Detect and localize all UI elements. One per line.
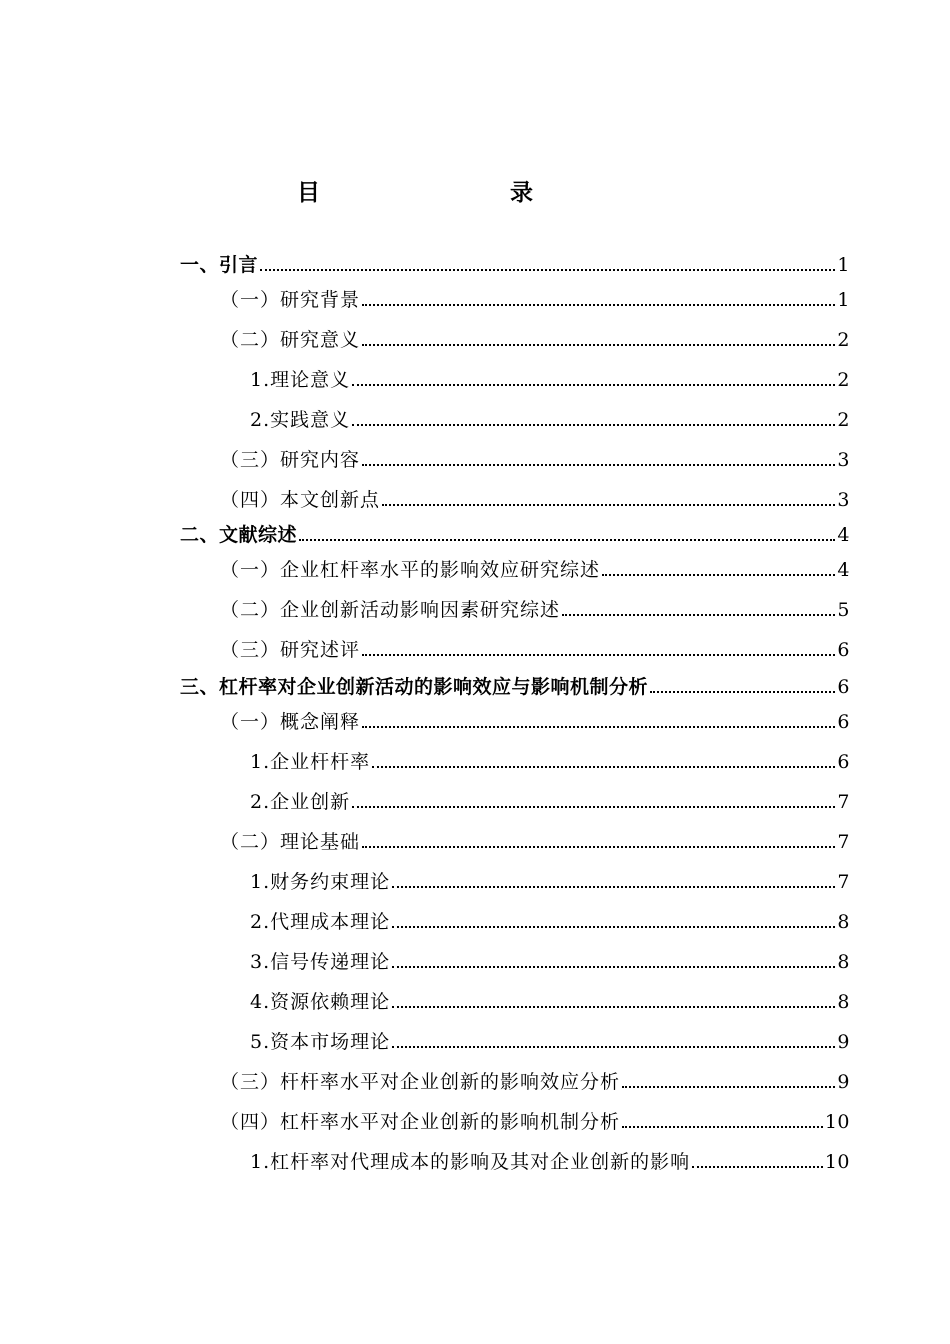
toc-entry-page: 7: [837, 871, 850, 893]
toc-entry[interactable]: [250, 867, 850, 893]
toc-leader-dots: [602, 574, 835, 576]
toc-entry-text: （三）杆杆率水平对企业创新的影响效应分析: [220, 1071, 621, 1093]
toc-leader-dots: [692, 1166, 823, 1168]
toc-entry-text: （三）研究述评: [220, 639, 361, 661]
toc-entry-page: 8: [837, 991, 850, 1013]
toc-entry-page: 6: [837, 639, 850, 661]
toc-entry-text: （四）杠杆率水平对企业创新的影响机制分析: [220, 1111, 621, 1133]
toc-entry-page: 1: [837, 254, 850, 276]
toc-entry[interactable]: [180, 672, 850, 698]
toc-entry[interactable]: [220, 555, 850, 581]
toc-entry[interactable]: [250, 947, 850, 973]
toc-entry-page: 1: [837, 289, 850, 311]
toc-entry[interactable]: [250, 365, 850, 391]
toc-entry-page: 6: [837, 751, 850, 773]
toc-entry-page: 7: [837, 831, 850, 853]
toc-entry-page: 6: [837, 711, 850, 733]
toc-entry[interactable]: [220, 635, 850, 661]
toc-entry[interactable]: [220, 1067, 850, 1093]
toc-entry-page: 4: [837, 559, 850, 581]
toc-leader-dots: [372, 766, 835, 768]
toc-entry-text: 1.财务约束理论: [250, 871, 391, 893]
toc-leader-dots: [622, 1126, 823, 1128]
toc-entry-page: 2: [837, 409, 850, 431]
toc-entry-text: 2.代理成本理论: [250, 911, 391, 933]
toc-entry-page: 8: [837, 911, 850, 933]
toc-entry[interactable]: [220, 707, 850, 733]
toc-entry-page: 8: [837, 951, 850, 973]
toc-entry-text: 三、杠杆率对企业创新活动的影响效应与影响机制分析: [180, 676, 649, 698]
toc-entry-text: 3.信号传递理论: [250, 951, 391, 973]
toc-title: 目 录: [297, 180, 581, 206]
toc-entry-text: （三）研究内容: [220, 449, 361, 471]
toc-leader-dots: [382, 504, 835, 506]
toc-entry-text: 1.理论意义: [250, 369, 351, 391]
toc-entry-text: 1.企业杆杆率: [250, 751, 371, 773]
toc-leader-dots: [650, 691, 835, 693]
toc-leader-dots: [562, 614, 835, 616]
toc-entry[interactable]: [250, 747, 850, 773]
toc-entry[interactable]: [180, 250, 850, 276]
toc-entry[interactable]: [220, 1107, 850, 1133]
toc-entry-page: 3: [837, 449, 850, 471]
toc-entry[interactable]: [250, 787, 850, 813]
toc-entry-text: 一、引言: [180, 254, 259, 276]
toc-leader-dots: [362, 726, 835, 728]
toc-leader-dots: [299, 539, 835, 541]
toc-entry[interactable]: [220, 595, 850, 621]
toc-leader-dots: [622, 1086, 835, 1088]
toc-entry-text: （一）研究背景: [220, 289, 361, 311]
toc-leader-dots: [392, 886, 835, 888]
toc-leader-dots: [362, 846, 835, 848]
toc-leader-dots: [392, 966, 835, 968]
toc-leader-dots: [392, 1046, 835, 1048]
toc-entry-page: 5: [837, 599, 850, 621]
toc-leader-dots: [362, 654, 835, 656]
toc-entry-text: 4.资源依赖理论: [250, 991, 391, 1013]
toc-leader-dots: [392, 1006, 835, 1008]
toc-entry[interactable]: [220, 827, 850, 853]
toc-entry[interactable]: [250, 1147, 850, 1173]
toc-entry-text: 2.企业创新: [250, 791, 351, 813]
toc-entry-text: （二）企业创新活动影响因素研究综述: [220, 599, 561, 621]
toc-leader-dots: [392, 926, 835, 928]
toc-leader-dots: [362, 464, 835, 466]
toc-leader-dots: [352, 424, 835, 426]
toc-entry-page: 9: [837, 1031, 850, 1053]
toc-entry-text: 5.资本市场理论: [250, 1031, 391, 1053]
toc-leader-dots: [352, 806, 835, 808]
toc-entry[interactable]: [220, 285, 850, 311]
toc-entry-page: 2: [837, 369, 850, 391]
toc-entry[interactable]: [250, 405, 850, 431]
toc-leader-dots: [352, 384, 835, 386]
toc-entry[interactable]: [250, 1027, 850, 1053]
toc-entry-page: 7: [837, 791, 850, 813]
toc-entry[interactable]: [220, 325, 850, 351]
toc-entry-page: 10: [824, 1111, 850, 1133]
toc-entry[interactable]: [180, 520, 850, 546]
toc-entry-text: （二）研究意义: [220, 329, 361, 351]
toc-entry[interactable]: [220, 445, 850, 471]
toc-entry-page: 3: [837, 489, 850, 511]
toc-entry-page: 6: [837, 676, 850, 698]
toc-entry-page: 10: [824, 1151, 850, 1173]
toc-leader-dots: [362, 344, 835, 346]
toc-entry-page: 2: [837, 329, 850, 351]
toc-entry-text: （一）概念阐释: [220, 711, 361, 733]
toc-leader-dots: [362, 304, 835, 306]
toc-entry-text: 1.杠杆率对代理成本的影响及其对企业创新的影响: [250, 1151, 691, 1173]
toc-entry[interactable]: [250, 987, 850, 1013]
toc-entry[interactable]: [250, 907, 850, 933]
toc-entry-text: （一）企业杠杆率水平的影响效应研究综述: [220, 559, 601, 581]
toc-entry-text: （二）理论基础: [220, 831, 361, 853]
toc-entry[interactable]: [220, 485, 850, 511]
toc-leader-dots: [260, 269, 835, 271]
toc-entry-text: （四）本文创新点: [220, 489, 381, 511]
toc-entry-text: 2.实践意义: [250, 409, 351, 431]
toc-entry-page: 9: [837, 1071, 850, 1093]
toc-entry-page: 4: [837, 524, 850, 546]
toc-entry-text: 二、文献综述: [180, 524, 298, 546]
